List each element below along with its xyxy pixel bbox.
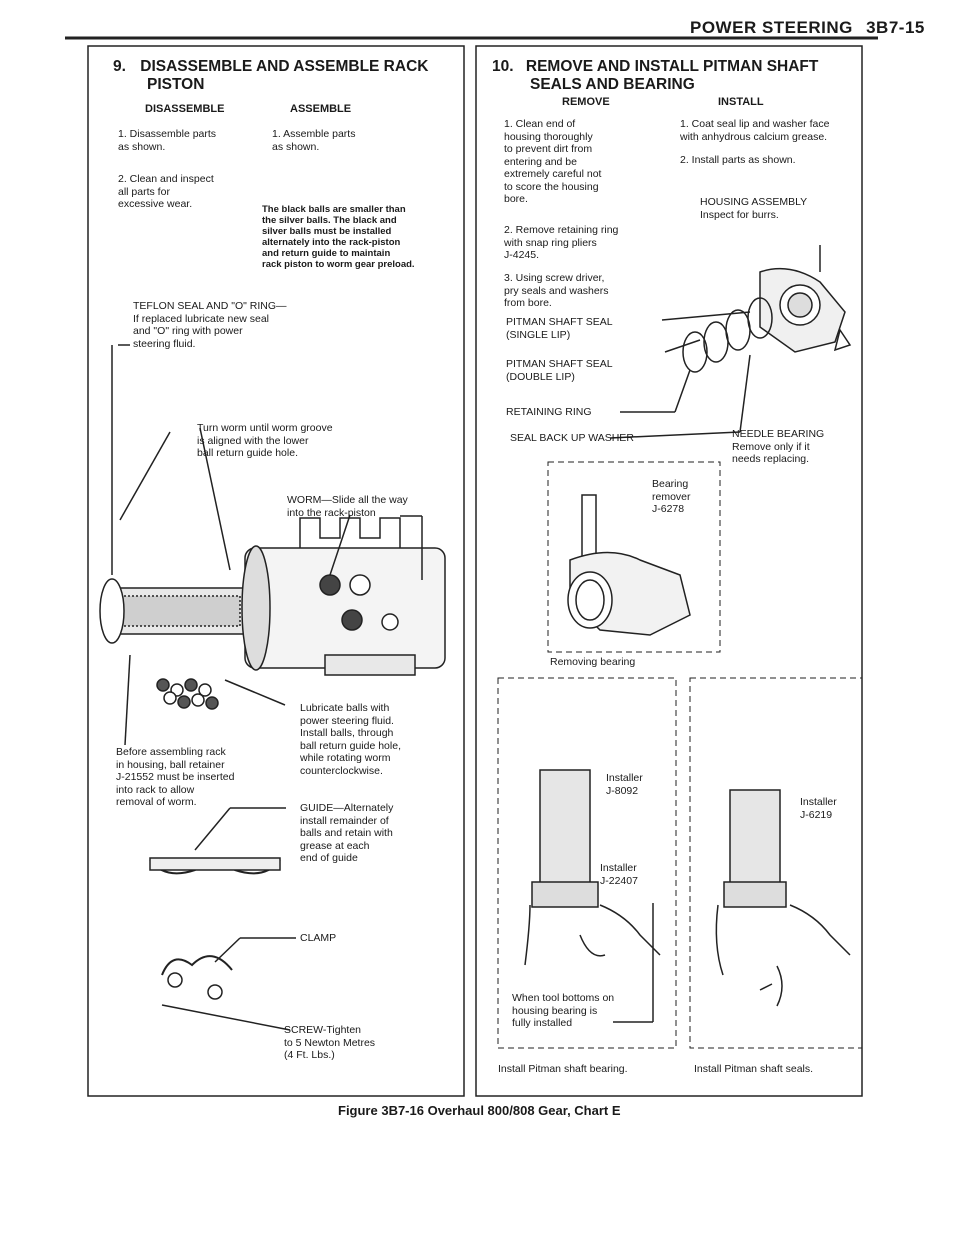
install-seals-caption: Install Pitman shaft seals.	[694, 1063, 814, 1075]
section-9-number: 9.	[113, 58, 126, 75]
worm-slide-label: WORM—Slide all the way into the rack-piston	[287, 494, 408, 519]
bearing-remover-label: Bearing remover J-6278	[652, 478, 691, 515]
assemble-heading: ASSEMBLE	[290, 103, 352, 115]
section-9-title-line2: PISTON	[147, 76, 205, 93]
section-10-number: 10.	[492, 58, 514, 75]
teflon-seal-label: TEFLON SEAL AND "O" RING— If replaced lubricate new seal and "O" ring with power steering fluid.	[133, 300, 287, 350]
remove-step-3: 3. Using screw driver, pry seals and washers from bore.	[504, 272, 609, 309]
install-step-2: 2. Install parts as shown.	[680, 154, 796, 166]
backup-washer-label: SEAL BACK UP WASHER	[510, 432, 634, 444]
install-bearing-caption: Install Pitman shaft bearing.	[498, 1063, 628, 1075]
installer-j6219-label: Installer J-6219	[800, 796, 837, 821]
header-page-number: 3B7-15	[866, 18, 925, 37]
removing-bearing-caption: Removing bearing	[550, 656, 636, 668]
turn-worm-label: Turn worm until worm groove is aligned with the lower ball return guide hole.	[197, 422, 333, 459]
seal-double-lip-label: PITMAN SHAFT SEAL (DOUBLE LIP)	[506, 358, 613, 383]
section-9-title	[113, 58, 428, 94]
tool-bottoms-label: When tool bottoms on housing bearing is fully installed	[512, 992, 615, 1029]
header-title: POWER STEERING	[690, 18, 853, 37]
install-heading: INSTALL	[718, 96, 764, 108]
remove-heading: REMOVE	[562, 96, 610, 108]
disassemble-step-1: 1. Disassemble parts as shown.	[118, 128, 217, 153]
guide-label: GUIDE—Alternately install remainder of balls and retain with grease at each end of guide	[300, 802, 394, 864]
lubricate-balls-label: Lubricate balls with power steering fluid. Install balls, through ball return guide hole, while rotating worm counterclockwise.	[300, 702, 401, 777]
housing-exploded-view	[610, 245, 850, 438]
section-10-title	[492, 58, 818, 94]
before-assembling-label: Before assembling rack in housing, ball retainer J-21552 must be inserted into rack to allow removal of worm.	[116, 746, 235, 808]
removing-bearing-figure	[548, 462, 720, 652]
remove-step-1: 1. Clean end of housing thoroughly to prevent dirt from entering and be extremely careful not to score the housing bore.	[504, 118, 602, 205]
needle-bearing-label: NEEDLE BEARING Remove only if it needs replacing.	[732, 428, 825, 465]
retaining-ring-label: RETAINING RING	[506, 406, 592, 418]
ball-preload-note: The black balls are smaller than the silver balls. The black and silver balls must be installed alternately into the rack-piston and return guide to maintain rack piston to worm gear preload.	[262, 204, 415, 270]
installer-j8092-label: Installer J-8092	[606, 772, 643, 797]
seal-single-lip-label: PITMAN SHAFT SEAL (SINGLE LIP)	[506, 316, 613, 341]
disassemble-step-2: 2. Clean and inspect all parts for excessive wear.	[118, 173, 214, 210]
assemble-step-1: 1. Assemble parts as shown.	[272, 128, 356, 153]
section-10-title-line2: SEALS AND BEARING	[530, 76, 695, 93]
screw-label: SCREW-Tighten to 5 Newton Metres (4 Ft. Lbs.)	[284, 1024, 376, 1061]
remove-step-2: 2. Remove retaining ring with snap ring pliers J-4245.	[504, 224, 619, 261]
install-seals-figure	[690, 678, 862, 1048]
section-9-title-line1: DISASSEMBLE AND ASSEMBLE RACK	[140, 58, 429, 75]
housing-assembly-label: HOUSING ASSEMBLY Inspect for burrs.	[700, 196, 808, 221]
section-10-title-line1: REMOVE AND INSTALL PITMAN SHAFT	[525, 58, 819, 75]
installer-j22407-label: Installer J-22407	[600, 862, 638, 887]
install-step-1: 1. Coat seal lip and washer face with anhydrous calcium grease.	[680, 118, 830, 143]
disassemble-heading: DISASSEMBLE	[145, 103, 225, 115]
figure-caption: Figure 3B7-16 Overhaul 800/808 Gear, Chart E	[338, 1103, 621, 1118]
clamp-label: CLAMP	[300, 932, 337, 944]
